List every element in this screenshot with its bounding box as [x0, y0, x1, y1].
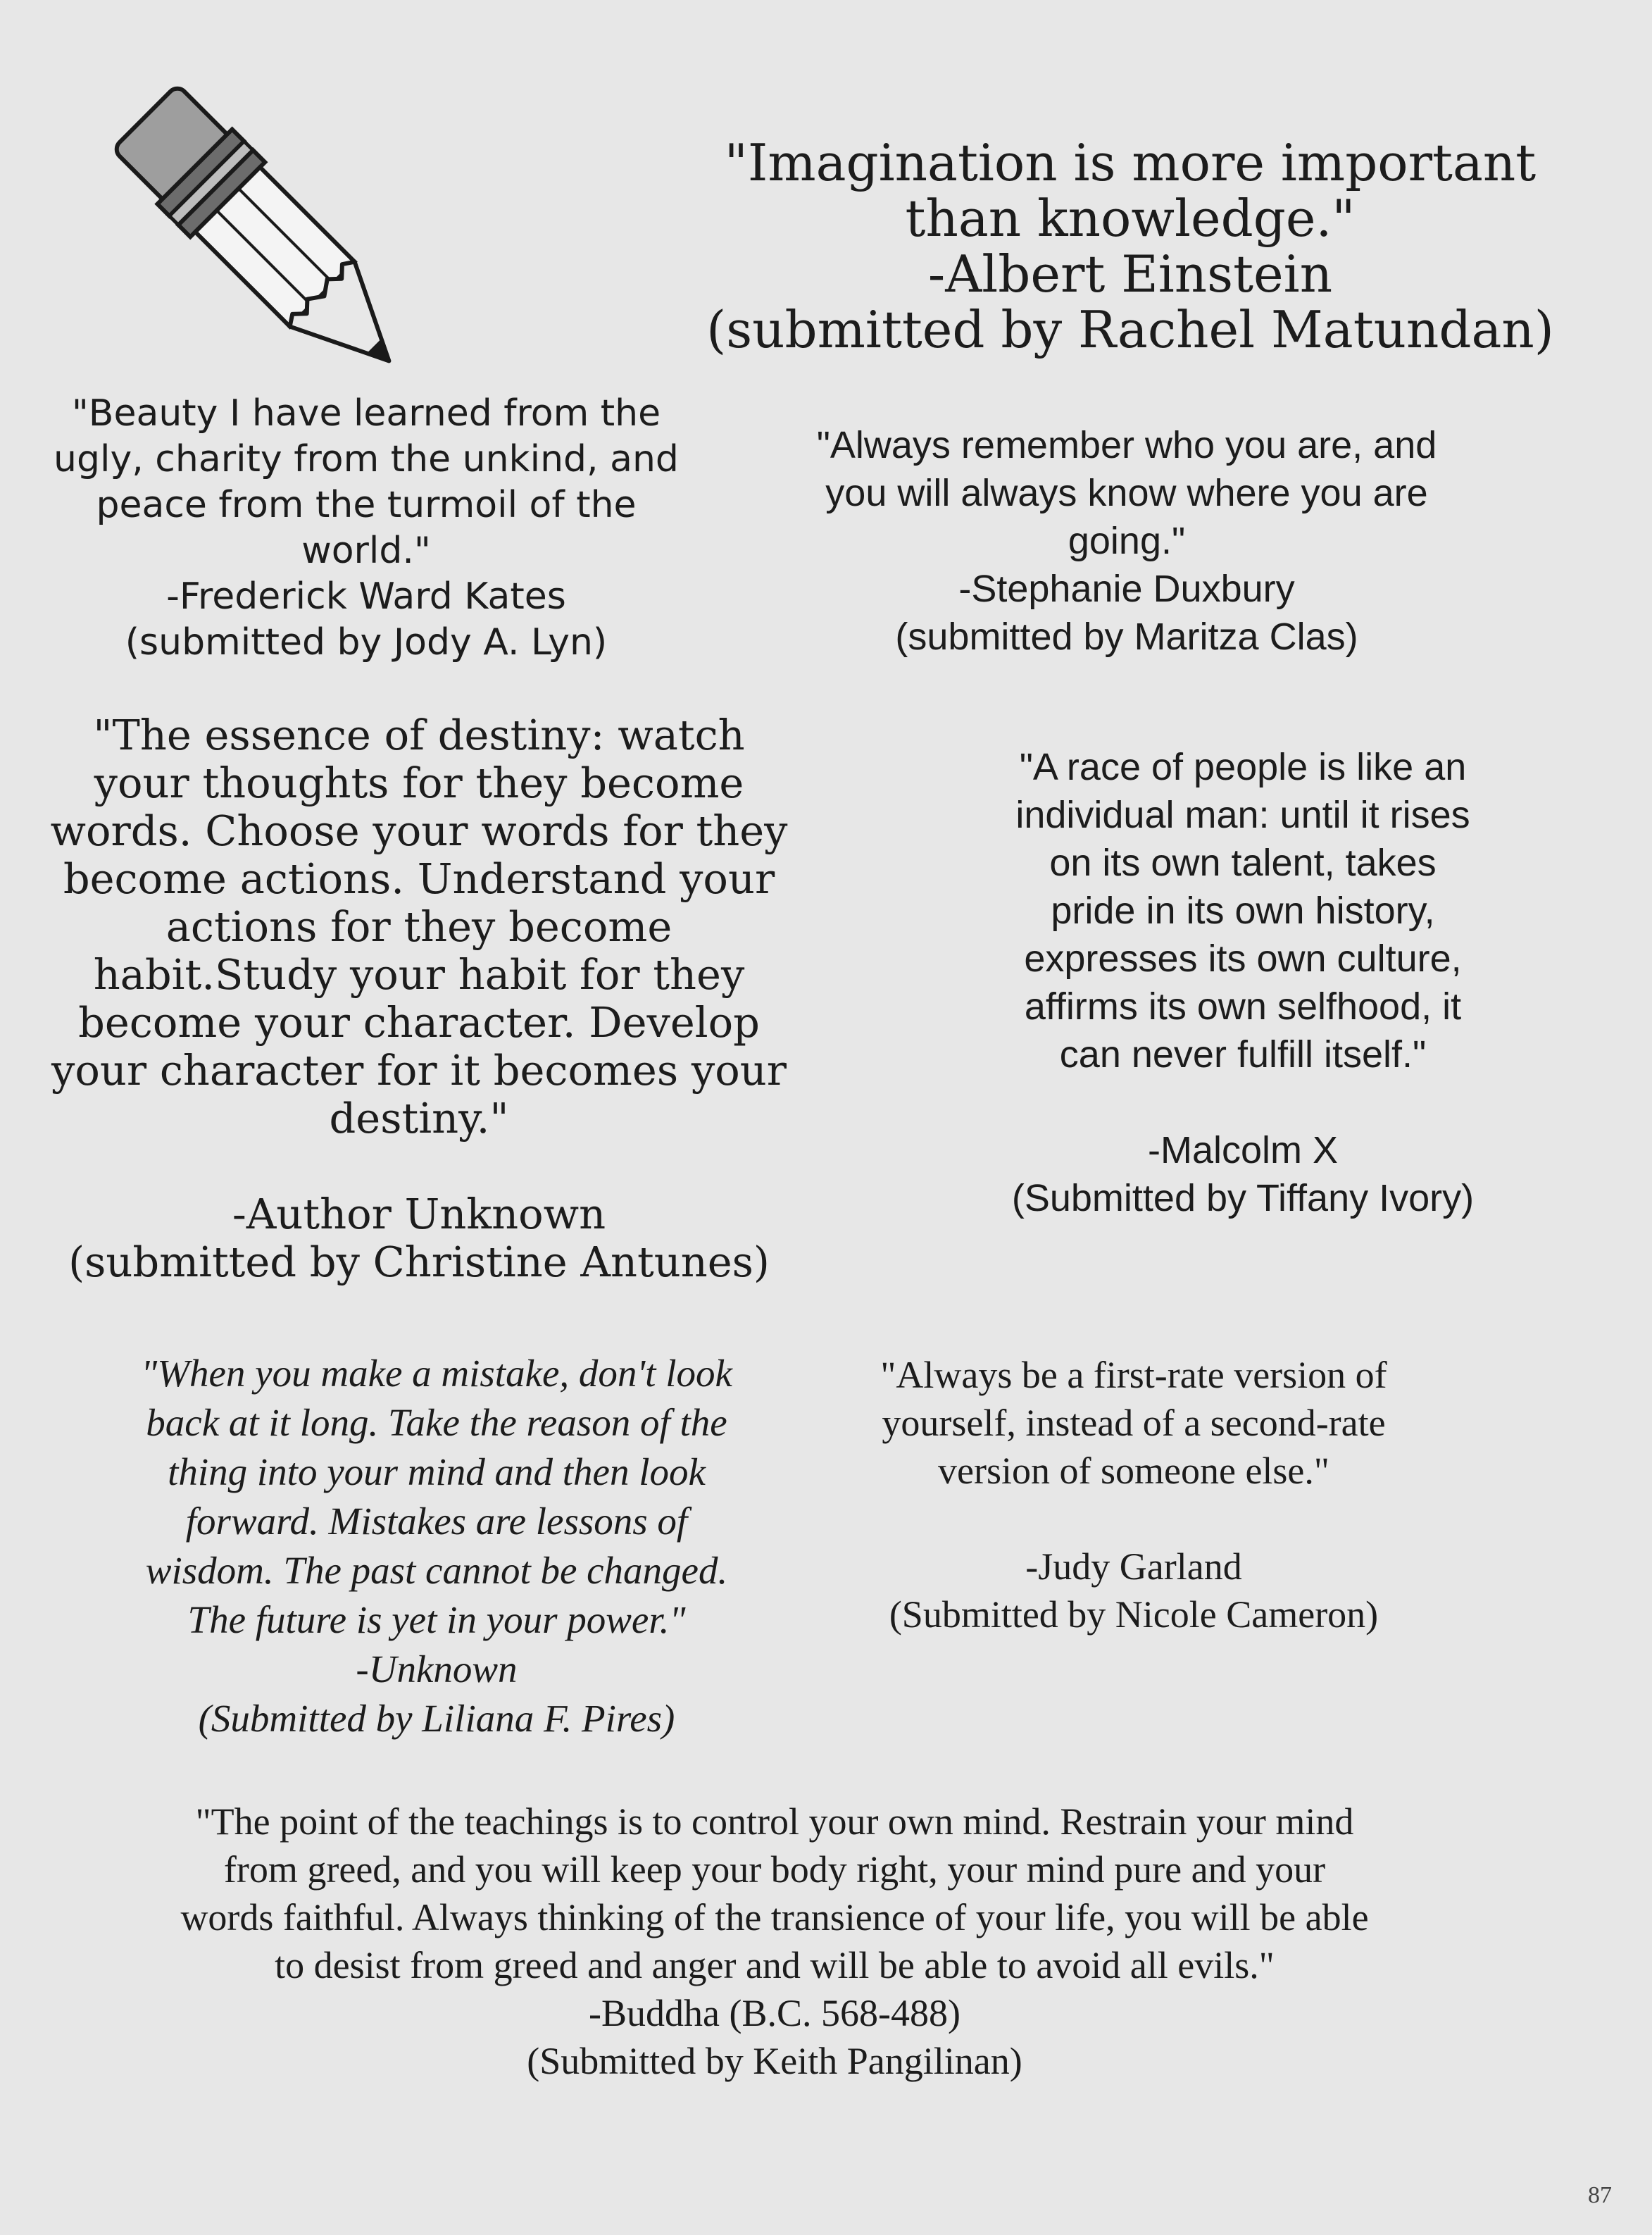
quote-submitter: (submitted by Maritza Clas): [895, 616, 1358, 658]
quote-text: you will always know where you are: [825, 472, 1428, 514]
quote-text: pride in its own history,: [1051, 890, 1435, 932]
quote-text: forward. Mistakes are lessons of: [185, 1500, 688, 1543]
quote-text: "Always be a first-rate version of: [880, 1354, 1387, 1396]
quote-text: wisdom. The past cannot be changed.: [145, 1549, 728, 1592]
quote-text: "The essence of destiny: watch: [93, 711, 745, 759]
quote-author: -Unknown: [356, 1648, 518, 1691]
quote-text: can never fulfill itself.": [1059, 1033, 1427, 1076]
quote-text: your thoughts for they become: [94, 759, 744, 807]
quote-kates: [14, 391, 718, 666]
quote-text: "The point of the teachings is to control your own mind. Restrain your mind: [195, 1800, 1354, 1843]
quote-text: destiny.": [329, 1094, 509, 1143]
quote-text: on its own talent, takes: [1049, 842, 1437, 884]
quote-author: -Judy Garland: [1025, 1545, 1242, 1588]
quote-garland: [817, 1351, 1451, 1638]
quote-text: "Beauty I have learned from the: [71, 392, 661, 435]
quote-submitter: (Submitted by Nicole Cameron): [889, 1593, 1379, 1636]
quote-author: -Malcolm X: [1147, 1129, 1339, 1171]
quote-text: The future is yet in your power.": [187, 1598, 686, 1641]
quote-text: habit.Study your habit for they: [93, 950, 745, 999]
quote-text: words faithful. Always thinking of the transience of your life, you will be able: [180, 1896, 1369, 1938]
quote-text: version of someone else.": [938, 1450, 1329, 1492]
quote-text: "Always remember who you are, and: [816, 424, 1437, 466]
quote-submitter: (Submitted by Keith Pangilinan): [527, 2040, 1022, 2082]
quote-text: affirms its own selfhood, it: [1024, 985, 1462, 1028]
quote-text: individual man: until it rises: [1015, 794, 1470, 836]
quote-text: thing into your mind and then look: [168, 1450, 706, 1493]
quote-destiny: [0, 711, 838, 1286]
quote-buddha: [42, 1798, 1507, 2085]
quote-text: "When you make a mistake, don't look: [141, 1352, 732, 1395]
quote-text: ugly, charity from the unkind, and: [54, 438, 679, 480]
quote-author: -Stephanie Duxbury: [958, 568, 1295, 610]
quote-text: "A race of people is like an: [1019, 746, 1467, 788]
quote-author: -Frederick Ward Kates: [166, 575, 566, 618]
quote-text: words. Choose your words for they: [50, 807, 788, 855]
quote-author: -Author Unknown: [232, 1190, 606, 1238]
quote-submitter: (submitted by Christine Antunes): [68, 1238, 770, 1286]
quote-text: world.": [301, 530, 431, 572]
quote-text: peace from the turmoil of the: [96, 484, 637, 526]
quote-submitter: (submitted by Jody A. Lyn): [125, 621, 608, 664]
quote-text: going.": [1068, 520, 1186, 562]
quote-author: -Buddha (B.C. 568-488): [589, 1992, 960, 2034]
quote-text: to desist from greed and anger and will be able to avoid all evils.": [275, 1944, 1275, 1986]
quote-einstein: [620, 135, 1641, 358]
quote-unknown: [85, 1349, 789, 1743]
quote-text: back at it long. Take the reason of the: [146, 1401, 727, 1444]
quote-duxbury: [746, 421, 1507, 661]
quote-text: actions for they become: [165, 902, 672, 951]
quote-text: yourself, instead of a second-rate: [882, 1402, 1386, 1444]
quote-text: your character for it becomes your: [51, 1046, 787, 1095]
quote-submitter: (Submitted by Liliana F. Pires): [198, 1697, 675, 1740]
quote-text: become your character. Develop: [78, 998, 760, 1047]
quote-text: from greed, and you will keep your body right, your mind pure and your: [223, 1848, 1326, 1891]
quote-author: -Albert Einstein: [927, 244, 1333, 304]
quote-text: expresses its own culture,: [1024, 938, 1462, 980]
quote-submitter: (Submitted by Tiffany Ivory): [1011, 1177, 1475, 1219]
quote-text: than knowledge.": [905, 189, 1356, 248]
quote-text: become actions. Understand your: [63, 854, 775, 903]
quote-text: "Imagination is more important: [724, 133, 1537, 192]
quote-malcolm: [859, 743, 1627, 1222]
page-number: 87: [1588, 2182, 1612, 2208]
pencil-icon: [106, 85, 423, 380]
quote-submitter: (submitted by Rachel Matundan): [706, 300, 1554, 359]
